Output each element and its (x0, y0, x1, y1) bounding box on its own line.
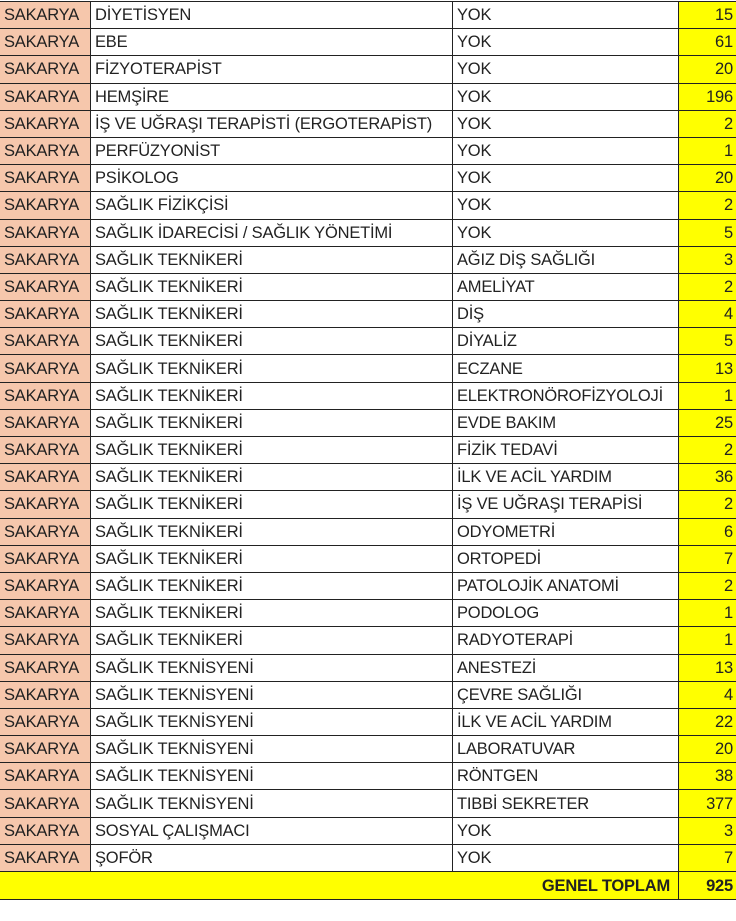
province-cell: SAKARYA (0, 56, 91, 83)
province-cell: SAKARYA (0, 137, 91, 164)
table-row (0, 219, 736, 246)
province-cell: SAKARYA (0, 273, 91, 300)
count-cell: 2 (679, 437, 736, 464)
province-cell: SAKARYA (0, 409, 91, 436)
table-row (0, 246, 736, 273)
table-row (0, 382, 736, 409)
count-cell: 7 (679, 844, 736, 871)
count-cell: 2 (679, 491, 736, 518)
branch-cell: RADYOTERAPİ (453, 627, 679, 654)
title-cell: SAĞLIK TEKNİKERİ (91, 545, 453, 572)
title-cell: DİYETİSYEN (91, 2, 453, 29)
table-row (0, 192, 736, 219)
count-cell: 20 (679, 165, 736, 192)
table-body (0, 2, 736, 900)
count-cell: 2 (679, 110, 736, 137)
count-cell: 196 (679, 83, 736, 110)
branch-cell: İLK VE ACİL YARDIM (453, 464, 679, 491)
count-cell: 1 (679, 137, 736, 164)
count-cell: 3 (679, 817, 736, 844)
province-cell: SAKARYA (0, 600, 91, 627)
table-row (0, 165, 736, 192)
province-cell: SAKARYA (0, 192, 91, 219)
branch-cell: AĞIZ DİŞ SAĞLIĞI (453, 246, 679, 273)
branch-cell: DİŞ (453, 301, 679, 328)
province-cell: SAKARYA (0, 382, 91, 409)
count-cell: 61 (679, 29, 736, 56)
province-cell: SAKARYA (0, 681, 91, 708)
title-cell: SAĞLIK TEKNİSYENİ (91, 736, 453, 763)
province-cell: SAKARYA (0, 110, 91, 137)
title-cell: SOSYAL ÇALIŞMACI (91, 817, 453, 844)
title-cell: SAĞLIK TEKNİKERİ (91, 491, 453, 518)
branch-cell: YOK (453, 2, 679, 29)
table-row (0, 844, 736, 871)
title-cell: SAĞLIK TEKNİSYENİ (91, 790, 453, 817)
table-row (0, 491, 736, 518)
title-cell: FİZYOTERAPİST (91, 56, 453, 83)
count-cell: 1 (679, 600, 736, 627)
province-cell: SAKARYA (0, 817, 91, 844)
table-row (0, 2, 736, 29)
count-cell: 2 (679, 572, 736, 599)
branch-cell: ODYOMETRİ (453, 518, 679, 545)
table-row (0, 273, 736, 300)
province-cell: SAKARYA (0, 790, 91, 817)
title-cell: SAĞLIK TEKNİKERİ (91, 464, 453, 491)
table-row (0, 572, 736, 599)
title-cell: HEMŞİRE (91, 83, 453, 110)
table-row (0, 437, 736, 464)
count-cell: 20 (679, 56, 736, 83)
count-cell: 22 (679, 708, 736, 735)
count-cell: 13 (679, 654, 736, 681)
count-cell: 1 (679, 382, 736, 409)
province-cell: SAKARYA (0, 301, 91, 328)
count-cell: 2 (679, 192, 736, 219)
table-row (0, 600, 736, 627)
title-cell: İŞ VE UĞRAŞI TERAPİSTİ (ERGOTERAPİST) (91, 110, 453, 137)
branch-cell: YOK (453, 83, 679, 110)
table-row (0, 736, 736, 763)
title-cell: PERFÜZYONİST (91, 137, 453, 164)
total-row (0, 872, 736, 900)
province-cell: SAKARYA (0, 83, 91, 110)
province-cell: SAKARYA (0, 844, 91, 871)
branch-cell: ELEKTRONÖROFİZYOLOJİ (453, 382, 679, 409)
province-cell: SAKARYA (0, 219, 91, 246)
province-cell: SAKARYA (0, 246, 91, 273)
count-cell: 20 (679, 736, 736, 763)
count-cell: 6 (679, 518, 736, 545)
branch-cell: YOK (453, 219, 679, 246)
branch-cell: EVDE BAKIM (453, 409, 679, 436)
title-cell: SAĞLIK TEKNİKERİ (91, 273, 453, 300)
branch-cell: YOK (453, 56, 679, 83)
title-cell: PSİKOLOG (91, 165, 453, 192)
title-cell: SAĞLIK TEKNİSYENİ (91, 708, 453, 735)
branch-cell: AMELİYAT (453, 273, 679, 300)
title-cell: SAĞLIK TEKNİSYENİ (91, 681, 453, 708)
title-cell: SAĞLIK TEKNİKERİ (91, 328, 453, 355)
province-cell: SAKARYA (0, 572, 91, 599)
title-cell: SAĞLIK TEKNİKERİ (91, 246, 453, 273)
title-cell: SAĞLIK TEKNİKERİ (91, 627, 453, 654)
count-cell: 2 (679, 273, 736, 300)
table-row (0, 518, 736, 545)
count-cell: 15 (679, 2, 736, 29)
count-cell: 5 (679, 328, 736, 355)
table-row (0, 301, 736, 328)
branch-cell: ANESTEZİ (453, 654, 679, 681)
table-row (0, 681, 736, 708)
province-cell: SAKARYA (0, 654, 91, 681)
table-row (0, 137, 736, 164)
title-cell: SAĞLIK TEKNİKERİ (91, 355, 453, 382)
branch-cell: DİYALİZ (453, 328, 679, 355)
branch-cell: İLK VE ACİL YARDIM (453, 708, 679, 735)
province-cell: SAKARYA (0, 437, 91, 464)
total-label: GENEL TOPLAM (0, 872, 679, 900)
title-cell: SAĞLIK TEKNİKERİ (91, 518, 453, 545)
branch-cell: YOK (453, 29, 679, 56)
table-row (0, 627, 736, 654)
branch-cell: İŞ VE UĞRAŞI TERAPİSİ (453, 491, 679, 518)
count-cell: 1 (679, 627, 736, 654)
title-cell: SAĞLIK TEKNİKERİ (91, 572, 453, 599)
branch-cell: PODOLOG (453, 600, 679, 627)
province-cell: SAKARYA (0, 763, 91, 790)
title-cell: SAĞLIK TEKNİKERİ (91, 409, 453, 436)
title-cell: SAĞLIK FİZİKÇİSİ (91, 192, 453, 219)
table-row (0, 29, 736, 56)
table-row (0, 355, 736, 382)
branch-cell: YOK (453, 817, 679, 844)
table-row (0, 110, 736, 137)
branch-cell: RÖNTGEN (453, 763, 679, 790)
province-cell: SAKARYA (0, 627, 91, 654)
table-row (0, 83, 736, 110)
table-row (0, 409, 736, 436)
title-cell: SAĞLIK TEKNİSYENİ (91, 654, 453, 681)
table-row (0, 328, 736, 355)
province-cell: SAKARYA (0, 736, 91, 763)
count-cell: 13 (679, 355, 736, 382)
branch-cell: ECZANE (453, 355, 679, 382)
count-cell: 38 (679, 763, 736, 790)
province-cell: SAKARYA (0, 355, 91, 382)
province-cell: SAKARYA (0, 491, 91, 518)
total-value: 925 (679, 872, 736, 900)
count-cell: 5 (679, 219, 736, 246)
branch-cell: TIBBİ SEKRETER (453, 790, 679, 817)
branch-cell: LABORATUVAR (453, 736, 679, 763)
quota-table (0, 1, 736, 900)
branch-cell: YOK (453, 844, 679, 871)
province-cell: SAKARYA (0, 165, 91, 192)
count-cell: 36 (679, 464, 736, 491)
count-cell: 377 (679, 790, 736, 817)
title-cell: ŞOFÖR (91, 844, 453, 871)
table-row (0, 708, 736, 735)
table-row (0, 654, 736, 681)
title-cell: EBE (91, 29, 453, 56)
table-row (0, 545, 736, 572)
title-cell: SAĞLIK TEKNİKERİ (91, 437, 453, 464)
count-cell: 7 (679, 545, 736, 572)
branch-cell: YOK (453, 165, 679, 192)
branch-cell: ORTOPEDİ (453, 545, 679, 572)
province-cell: SAKARYA (0, 2, 91, 29)
title-cell: SAĞLIK TEKNİKERİ (91, 600, 453, 627)
count-cell: 25 (679, 409, 736, 436)
title-cell: SAĞLIK TEKNİKERİ (91, 382, 453, 409)
branch-cell: YOK (453, 192, 679, 219)
province-cell: SAKARYA (0, 29, 91, 56)
province-cell: SAKARYA (0, 328, 91, 355)
table-row (0, 790, 736, 817)
count-cell: 4 (679, 681, 736, 708)
table-row (0, 817, 736, 844)
table-row (0, 763, 736, 790)
table-row (0, 464, 736, 491)
branch-cell: FİZİK TEDAVİ (453, 437, 679, 464)
title-cell: SAĞLIK TEKNİKERİ (91, 301, 453, 328)
branch-cell: YOK (453, 137, 679, 164)
title-cell: SAĞLIK TEKNİSYENİ (91, 763, 453, 790)
province-cell: SAKARYA (0, 518, 91, 545)
province-cell: SAKARYA (0, 545, 91, 572)
count-cell: 3 (679, 246, 736, 273)
branch-cell: YOK (453, 110, 679, 137)
province-cell: SAKARYA (0, 464, 91, 491)
title-cell: SAĞLIK İDARECİSİ / SAĞLIK YÖNETİMİ (91, 219, 453, 246)
branch-cell: ÇEVRE SAĞLIĞI (453, 681, 679, 708)
province-cell: SAKARYA (0, 708, 91, 735)
count-cell: 4 (679, 301, 736, 328)
table-row (0, 56, 736, 83)
branch-cell: PATOLOJİK ANATOMİ (453, 572, 679, 599)
